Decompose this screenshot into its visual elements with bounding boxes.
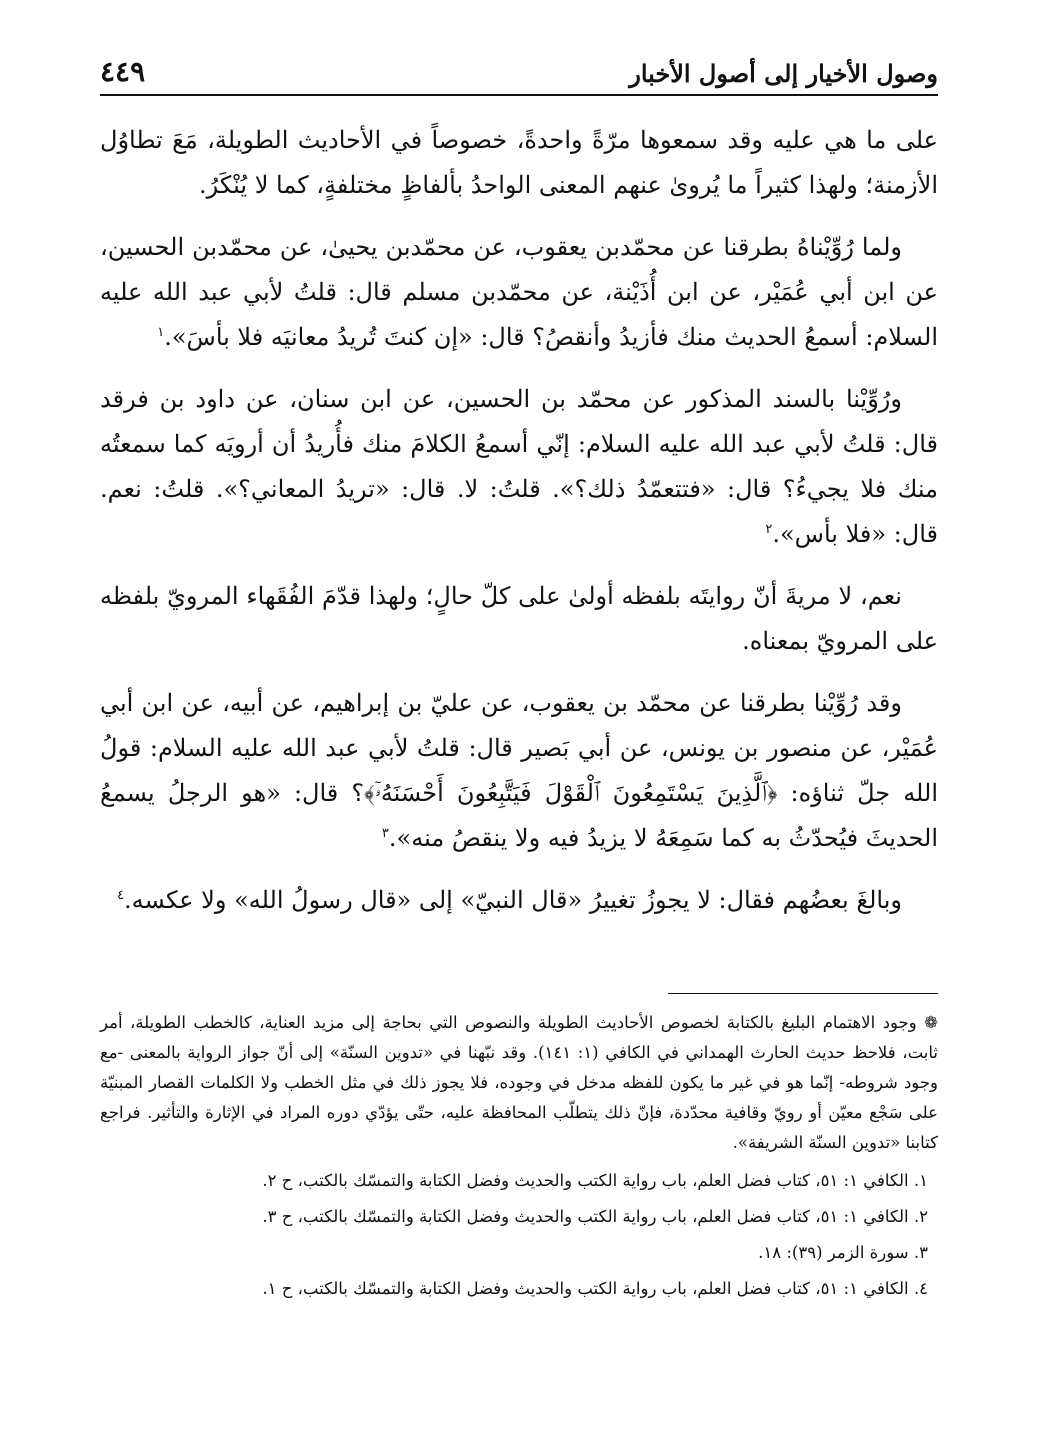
editorial-note: ❁ وجود الاهتمام البليغ بالكتابة لخصوص الأحاديث الطويلة والنصوص التي بحاجة إلى مزيد العناية، كالخطب الطويلة، أمر ثابت، فلاحظ حديث الحارث الهمداني في الكافي (١: ١٤١). وقد نبّهنا في «تدوين السنّة» إلى أنّ جواز الرواية بالمعنى -مع وجود شروطه- إنّما هو في غير ما يكون للفظه مدخل في وجوده، فلا يجوز ذلك في مثل الخطب ولا الكلمات القصار المبنيّة على سَجْع معيّن أو رويّ وقافية محدّدة، فإنّ ذلك يتطلّب المحافظة عليه، حتّى يؤدّي دوره المراد في الإثارة والتأثير. فراجع كتابنا «تدوين السنّة الشريفة». (100, 1013, 939, 1152)
footnote-marker: ٢ (765, 522, 773, 537)
footnote-marker: ٤ (117, 888, 125, 903)
paragraph: وقد رُوِّيْنا بطرقنا عن محمّد بن يعقوب، عن عليّ بن إبراهيم، عن أبيه، عن ابن أبي عُمَيْر، عن منصور بن يونس، عن أبي بَصير قال: قلتُ لأبي عبد الله عليه السلام: قولُ الله جلّ ثناؤه: ﴿ٱلَّذِينَ يَسْتَمِعُونَ ٱلْقَوْلَ فَيَتَّبِعُونَ أَحْسَنَهُۥٓ﴾؟ قال: «هو الرجلُ يسمعُ الحديثَ فيُحدّثُ به كما سَمِعَهُ لا يزيدُ فيه ولا ينقصُ منه».$^٣$ (100, 689, 938, 852)
running-title: وصول الأخيار إلى أصول الأخبار (629, 59, 938, 88)
footnote-divider (668, 993, 938, 994)
footnote-marker: ١ (157, 325, 165, 340)
page-number: ٤٤٩ (100, 55, 146, 88)
main-text (100, 118, 938, 940)
footnote-marker: ٣ (381, 826, 389, 841)
paragraph: ولما رُوِّيْناهُ بطرقنا عن محمّدبن يعقوب، عن محمّدبن يحيىٰ، عن محمّدبن الحسين، عن ابن أبي عُمَيْر، عن ابن أُذَيْنة، عن محمّدبن مسلم قال: قلتُ لأبي عبد الله عليه السلام: أسمعُ الحديث منك فأزيدُ وأنقصُ؟ قال: «إن كنتَ تُريدُ معانيَه فلا بأسَ».$^١$ (100, 233, 938, 351)
footnote: ٤. الكافي ١: ٥١، كتاب فضل العلم، باب رواية الكتب والحديث وفضل الكتابة والتمسّك بالكتب، ح ١. (262, 1279, 928, 1298)
footnote: ١. الكافي ١: ٥١، كتاب فضل العلم، باب رواية الكتب والحديث وفضل الكتابة والتمسّك بالكتب، ح ٢. (262, 1171, 928, 1190)
paragraph: وبالغَ بعضُهم فقال: لا يجوزُ تغييرُ «قال النبيّ» إلى «قال رسولُ الله» ولا عكسه.$^٤$ (117, 886, 902, 914)
paragraph: نعم، لا مريةَ أنّ روايتَه بلفظه أولىٰ على كلّ حالٍ؛ ولهذا قدّمَ الفُقَهاء المرويّ بلفظه على المرويّ بمعناه. (100, 582, 938, 655)
footnote: ٣. سورة الزمر (٣٩): ١٨. (758, 1243, 928, 1262)
paragraph: ورُوِّيْنا بالسند المذكور عن محمّد بن الحسين، عن ابن سنان، عن داود بن فرقد قال: قلتُ لأبي عبد الله عليه السلام: إنّي أسمعُ الكلامَ منك فأُريدُ أن أرويَه كما سمعتُه منك فلا يجيءُ؟ قال: «فتتعمّدُ ذلك؟». قلتُ: لا. قال: «تريدُ المعاني؟». قلتُ: نعم. قال: «فلا بأس».$^٢$ (100, 385, 938, 548)
page-header (100, 40, 938, 96)
footnotes (100, 1008, 938, 1310)
footnote: ٢. الكافي ١: ٥١، كتاب فضل العلم، باب رواية الكتب والحديث وفضل الكتابة والتمسّك بالكتب، ح ٣. (262, 1207, 928, 1226)
paragraph: على ما هي عليه وقد سمعوها مرّةً واحدةً، خصوصاً في الأحاديث الطويلة، مَعَ تطاوُل الأزمنة؛ ولهذا كثيراً ما يُروىٰ عنهم المعنى الواحدُ بألفاظٍ مختلفةٍ، كما لا يُنْكَرُ. (100, 126, 938, 199)
